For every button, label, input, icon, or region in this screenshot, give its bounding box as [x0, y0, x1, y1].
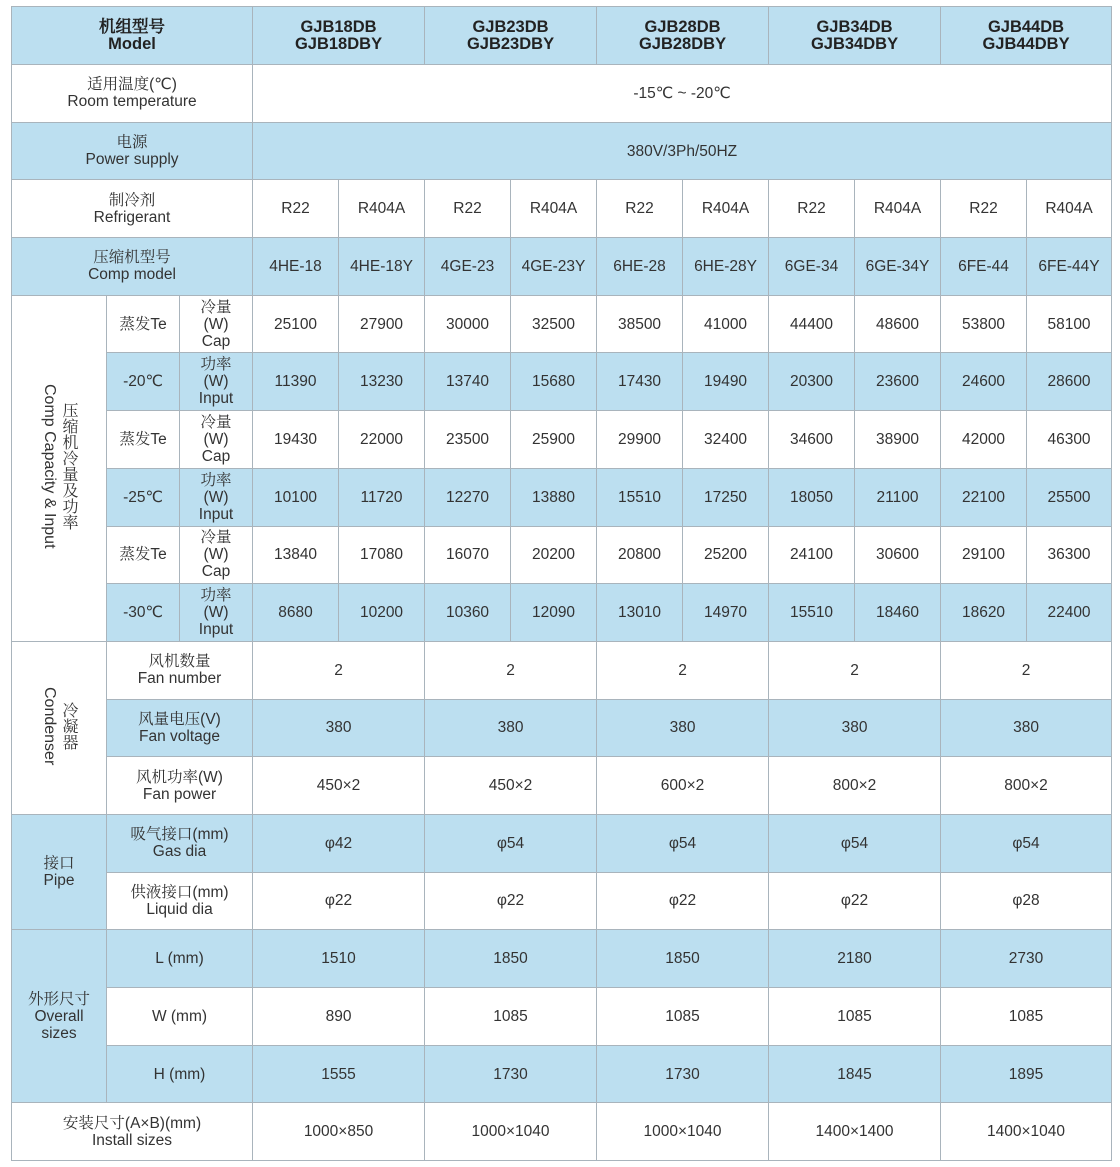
- install-label-line-1: 安装尺寸(A×B)(mm): [62, 1114, 202, 1132]
- capacity-value: 38500: [597, 295, 683, 353]
- input-unit-label: [180, 468, 253, 526]
- fan-number-label: [107, 641, 253, 699]
- refrigerant-label-line-2: Refrigerant: [93, 208, 171, 226]
- input-unit-label: [180, 353, 253, 411]
- liquid-dia-row: [12, 872, 1112, 930]
- model-label-line-2: Model: [108, 34, 156, 53]
- gas-dia-value: φ54: [769, 814, 941, 872]
- gas-dia-label: [107, 814, 253, 872]
- capacity-row: [12, 526, 1112, 584]
- comp-model-value: 6FE-44Y: [1027, 238, 1112, 296]
- input-value: 13880: [511, 468, 597, 526]
- fan-voltage-value: 380: [769, 699, 941, 757]
- model-name-line-2: GJB34DBY: [810, 34, 899, 53]
- fan-power-value: 450×2: [253, 757, 425, 815]
- fan-power-label: [107, 757, 253, 815]
- refrigerant-value: R22: [425, 180, 511, 238]
- height-value: 1895: [941, 1045, 1112, 1103]
- width-value: 1085: [941, 988, 1112, 1046]
- input-unit-label-line-3: Input: [198, 505, 234, 523]
- comp-model-value: 6FE-44: [941, 238, 1027, 296]
- install-value: 1400×1040: [941, 1103, 1112, 1161]
- capacity-value: 20800: [597, 526, 683, 584]
- capacity-value: 19430: [253, 411, 339, 469]
- input-value: 15680: [511, 353, 597, 411]
- condenser-section-cn: 冷凝器: [60, 701, 77, 750]
- comp-model-value: 4HE-18Y: [339, 238, 425, 296]
- model-name: [769, 7, 941, 65]
- fan-voltage-value: 380: [425, 699, 597, 757]
- fan-power-value: 600×2: [597, 757, 769, 815]
- fan-voltage-label-line-2: Fan voltage: [139, 727, 220, 745]
- cap-unit-label-line-3: Cap: [201, 332, 231, 350]
- capacity-value: 25100: [253, 295, 339, 353]
- pipe-section-label: [12, 814, 107, 929]
- input-value: 8680: [253, 584, 339, 642]
- refrigerant-label-line-1: 制冷剂: [108, 191, 156, 209]
- input-value: 20300: [769, 353, 855, 411]
- input-row: [12, 468, 1112, 526]
- input-value: 10100: [253, 468, 339, 526]
- input-value: 12090: [511, 584, 597, 642]
- liquid-dia-value: φ22: [597, 872, 769, 930]
- power-row: [12, 122, 1112, 180]
- model-name-line-1: GJB34DB: [816, 17, 893, 36]
- input-value: 15510: [597, 468, 683, 526]
- input-value: 17430: [597, 353, 683, 411]
- fan-voltage-value: 380: [941, 699, 1112, 757]
- model-name: [253, 7, 425, 65]
- fan-number-value: 2: [425, 641, 597, 699]
- refrigerant-value: R22: [597, 180, 683, 238]
- capacity-value: 36300: [1027, 526, 1112, 584]
- input-value: 22400: [1027, 584, 1112, 642]
- cap-unit-label-line-1: 冷量: [200, 529, 232, 547]
- capacity-value: 13840: [253, 526, 339, 584]
- model-name-line-2: GJB18DBY: [294, 34, 383, 53]
- power-label-line-2: Power supply: [85, 151, 179, 169]
- liquid-dia-value: φ22: [769, 872, 941, 930]
- cap-unit-label: [180, 295, 253, 353]
- fan-voltage-value: 380: [597, 699, 769, 757]
- cap-unit-label-line-2: (W): [203, 315, 229, 333]
- length-row: [12, 930, 1112, 988]
- fan-voltage-value: 380: [253, 699, 425, 757]
- spec-table: [11, 6, 1112, 1161]
- capacity-value: 24100: [769, 526, 855, 584]
- power-value: 380V/3Ph/50HZ: [253, 122, 1112, 180]
- model-name-line-1: GJB28DB: [644, 17, 721, 36]
- height-value: 1730: [597, 1045, 769, 1103]
- refrigerant-value: R404A: [683, 180, 769, 238]
- sizes-section-label-line-1: 外形尺寸: [27, 990, 90, 1008]
- capacity-value: 42000: [941, 411, 1027, 469]
- gas-dia-label-line-1: 吸气接口(mm): [130, 826, 229, 844]
- install-row: [12, 1103, 1112, 1161]
- capacity-section-cn: 压缩机冷量及功率: [60, 402, 77, 531]
- sizes-section-label-line-2: Overall: [34, 1007, 84, 1025]
- gas-dia-value: φ54: [425, 814, 597, 872]
- input-value: 13230: [339, 353, 425, 411]
- fan-power-row: [12, 757, 1112, 815]
- liquid-dia-value: φ22: [253, 872, 425, 930]
- width-label: W (mm): [107, 988, 253, 1046]
- model-name-line-1: GJB18DB: [300, 17, 377, 36]
- fan-number-label-line-2: Fan number: [137, 670, 222, 688]
- input-value: 11390: [253, 353, 339, 411]
- capacity-value: 30600: [855, 526, 941, 584]
- evap-label: 蒸发Te: [107, 526, 180, 584]
- input-unit-label-line-3: Input: [198, 390, 234, 408]
- model-name-line-2: GJB28DBY: [638, 34, 727, 53]
- gas-dia-row: [12, 814, 1112, 872]
- input-row: [12, 353, 1112, 411]
- install-value: 1000×1040: [597, 1103, 769, 1161]
- model-name-line-2: GJB44DBY: [982, 34, 1070, 53]
- comp-model-value: 6HE-28: [597, 238, 683, 296]
- input-value: 17250: [683, 468, 769, 526]
- input-value: 11720: [339, 468, 425, 526]
- length-value: 2730: [941, 930, 1112, 988]
- power-label: [12, 122, 253, 180]
- cap-unit-label-line-2: (W): [203, 430, 229, 448]
- input-value: 12270: [425, 468, 511, 526]
- fan-number-label-line-1: 风机数量: [148, 653, 211, 671]
- input-unit-label-line-2: (W): [203, 373, 229, 391]
- capacity-value: 20200: [511, 526, 597, 584]
- model-name-line-1: GJB23DB: [472, 17, 549, 36]
- height-value: 1845: [769, 1045, 941, 1103]
- capacity-value: 38900: [855, 411, 941, 469]
- room-temp-row: [12, 65, 1112, 123]
- liquid-dia-value: φ22: [425, 872, 597, 930]
- input-value: 22100: [941, 468, 1027, 526]
- refrigerant-value: R404A: [1027, 180, 1112, 238]
- capacity-value: 25200: [683, 526, 769, 584]
- input-value: 13010: [597, 584, 683, 642]
- pipe-section-label-line-2: Pipe: [43, 872, 75, 890]
- capacity-value: 29100: [941, 526, 1027, 584]
- refrigerant-label: [12, 180, 253, 238]
- width-value: 1085: [769, 988, 941, 1046]
- model-name: [597, 7, 769, 65]
- liquid-dia-label-line-1: 供液接口(mm): [130, 883, 229, 901]
- length-value: 1510: [253, 930, 425, 988]
- room-temp-value: -15℃ ~ -20℃: [253, 65, 1112, 123]
- fan-number-value: 2: [941, 641, 1112, 699]
- comp-model-value: 4GE-23: [425, 238, 511, 296]
- height-row: [12, 1045, 1112, 1103]
- gas-dia-label-line-2: Gas dia: [152, 843, 207, 861]
- model-label: [12, 7, 253, 65]
- input-value: 15510: [769, 584, 855, 642]
- input-value: 13740: [425, 353, 511, 411]
- sizes-section-label: [12, 930, 107, 1103]
- cap-unit-label: [180, 526, 253, 584]
- length-label: L (mm): [107, 930, 253, 988]
- install-label: [12, 1103, 253, 1161]
- input-unit-label-line-2: (W): [203, 604, 229, 622]
- cap-unit-label-line-2: (W): [203, 546, 229, 564]
- capacity-value: 32500: [511, 295, 597, 353]
- input-value: 18620: [941, 584, 1027, 642]
- comp-model-value: 6HE-28Y: [683, 238, 769, 296]
- evap-temp: -30℃: [107, 584, 180, 642]
- capacity-value: 30000: [425, 295, 511, 353]
- length-value: 1850: [597, 930, 769, 988]
- fan-power-label-line-1: 风机功率(W): [136, 768, 223, 786]
- refrigerant-value: R22: [253, 180, 339, 238]
- input-value: 19490: [683, 353, 769, 411]
- input-value: 18050: [769, 468, 855, 526]
- pipe-section-label-line-1: 接口: [43, 855, 75, 873]
- model-name: [941, 7, 1112, 65]
- capacity-value: 34600: [769, 411, 855, 469]
- gas-dia-value: φ54: [941, 814, 1112, 872]
- model-name-line-2: GJB23DBY: [466, 34, 555, 53]
- cap-unit-label-line-3: Cap: [201, 447, 231, 465]
- capacity-section-label: [12, 295, 107, 641]
- evap-temp: -25℃: [107, 468, 180, 526]
- input-value: 24600: [941, 353, 1027, 411]
- capacity-section-text: [40, 384, 78, 549]
- refrigerant-value: R404A: [855, 180, 941, 238]
- height-value: 1555: [253, 1045, 425, 1103]
- capacity-value: 27900: [339, 295, 425, 353]
- input-value: 18460: [855, 584, 941, 642]
- height-label: H (mm): [107, 1045, 253, 1103]
- model-label-line-1: 机组型号: [99, 17, 165, 36]
- width-value: 1085: [597, 988, 769, 1046]
- capacity-value: 17080: [339, 526, 425, 584]
- capacity-value: 58100: [1027, 295, 1112, 353]
- fan-voltage-label: [107, 699, 253, 757]
- liquid-dia-value: φ28: [941, 872, 1112, 930]
- comp-model-row: [12, 238, 1112, 296]
- input-unit-label-line-2: (W): [203, 488, 229, 506]
- capacity-value: 22000: [339, 411, 425, 469]
- evap-label: 蒸发Te: [107, 411, 180, 469]
- capacity-row: [12, 295, 1112, 353]
- fan-power-value: 800×2: [941, 757, 1112, 815]
- fan-number-value: 2: [597, 641, 769, 699]
- model-name-line-1: GJB44DB: [987, 17, 1065, 36]
- comp-model-value: 4GE-23Y: [511, 238, 597, 296]
- room-temp-label-line-1: 适用温度(℃): [87, 76, 177, 94]
- fan-number-value: 2: [253, 641, 425, 699]
- capacity-value: 44400: [769, 295, 855, 353]
- gas-dia-value: φ42: [253, 814, 425, 872]
- comp-model-value: 6GE-34: [769, 238, 855, 296]
- condenser-section-en: Condenser: [41, 686, 58, 766]
- sizes-section-label-line-3: sizes: [41, 1024, 77, 1042]
- capacity-section-en: Comp Capacity & Input: [41, 384, 58, 549]
- refrigerant-row: [12, 180, 1112, 238]
- comp-model-label: [12, 238, 253, 296]
- capacity-value: 53800: [941, 295, 1027, 353]
- fan-voltage-label-line-1: 风量电压(V): [138, 710, 221, 728]
- input-unit-label-line-3: Input: [198, 621, 234, 639]
- evap-temp: -20℃: [107, 353, 180, 411]
- capacity-value: 48600: [855, 295, 941, 353]
- fan-voltage-row: [12, 699, 1112, 757]
- width-value: 890: [253, 988, 425, 1046]
- power-label-line-1: 电源: [116, 134, 148, 152]
- comp-model-label-line-2: Comp model: [88, 266, 176, 284]
- header-row: [12, 7, 1112, 65]
- refrigerant-value: R404A: [339, 180, 425, 238]
- room-temp-label-line-2: Room temperature: [67, 93, 197, 111]
- input-value: 14970: [683, 584, 769, 642]
- cap-unit-label-line-3: Cap: [201, 563, 231, 581]
- input-value: 21100: [855, 468, 941, 526]
- length-value: 2180: [769, 930, 941, 988]
- input-value: 10200: [339, 584, 425, 642]
- fan-number-value: 2: [769, 641, 941, 699]
- capacity-value: 32400: [683, 411, 769, 469]
- input-value: 10360: [425, 584, 511, 642]
- refrigerant-value: R22: [769, 180, 855, 238]
- input-unit-label-line-1: 功率: [200, 471, 232, 489]
- install-value: 1400×1400: [769, 1103, 941, 1161]
- model-name: [425, 7, 597, 65]
- capacity-value: 29900: [597, 411, 683, 469]
- capacity-value: 23500: [425, 411, 511, 469]
- input-value: 28600: [1027, 353, 1112, 411]
- capacity-value: 41000: [683, 295, 769, 353]
- condenser-section-label: [12, 641, 107, 814]
- capacity-value: 16070: [425, 526, 511, 584]
- length-value: 1850: [425, 930, 597, 988]
- gas-dia-value: φ54: [597, 814, 769, 872]
- liquid-dia-label-line-2: Liquid dia: [146, 900, 213, 918]
- input-value: 23600: [855, 353, 941, 411]
- input-value: 25500: [1027, 468, 1112, 526]
- capacity-value: 25900: [511, 411, 597, 469]
- capacity-value: 46300: [1027, 411, 1112, 469]
- input-row: [12, 584, 1112, 642]
- capacity-row: [12, 411, 1112, 469]
- cap-unit-label: [180, 411, 253, 469]
- fan-power-label-line-2: Fan power: [142, 785, 217, 803]
- comp-model-value: 4HE-18: [253, 238, 339, 296]
- liquid-dia-label: [107, 872, 253, 930]
- input-unit-label-line-1: 功率: [200, 587, 232, 605]
- fan-number-row: [12, 641, 1112, 699]
- height-value: 1730: [425, 1045, 597, 1103]
- refrigerant-value: R404A: [511, 180, 597, 238]
- refrigerant-value: R22: [941, 180, 1027, 238]
- comp-model-value: 6GE-34Y: [855, 238, 941, 296]
- install-label-line-2: Install sizes: [91, 1131, 173, 1149]
- fan-power-value: 800×2: [769, 757, 941, 815]
- fan-power-value: 450×2: [425, 757, 597, 815]
- cap-unit-label-line-1: 冷量: [200, 298, 232, 316]
- width-row: [12, 988, 1112, 1046]
- input-unit-label-line-1: 功率: [200, 356, 232, 374]
- install-value: 1000×1040: [425, 1103, 597, 1161]
- condenser-section-text: [40, 687, 78, 765]
- comp-model-label-line-1: 压缩机型号: [93, 249, 171, 267]
- width-value: 1085: [425, 988, 597, 1046]
- room-temp-label: [12, 65, 253, 123]
- evap-label: 蒸发Te: [107, 295, 180, 353]
- install-value: 1000×850: [253, 1103, 425, 1161]
- input-unit-label: [180, 584, 253, 642]
- cap-unit-label-line-1: 冷量: [200, 413, 232, 431]
